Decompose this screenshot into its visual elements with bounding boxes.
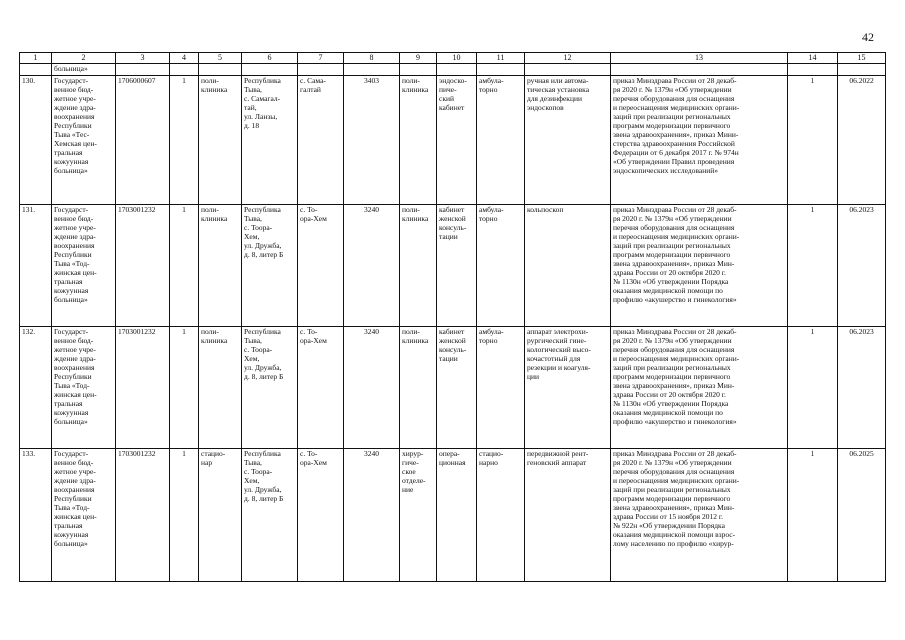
equipment-count: 1 bbox=[788, 76, 838, 205]
column-header-7: 7 bbox=[298, 53, 344, 64]
room: кабинет женской консуль- тации bbox=[437, 205, 477, 327]
table-row bbox=[20, 76, 886, 205]
table-row bbox=[20, 327, 886, 449]
continuation-cell-org: больница» bbox=[52, 64, 116, 76]
equipment-name: передвижной рент- геновский аппарат bbox=[525, 449, 611, 582]
equipment-count: 1 bbox=[788, 449, 838, 582]
facility-type: стацио- нар bbox=[199, 449, 242, 582]
column-header-12: 12 bbox=[525, 53, 611, 64]
delivery-date: 06.2022 bbox=[838, 76, 886, 205]
department: поли- клиника bbox=[400, 327, 437, 449]
organization-name: Государст- венное бюд- жетное учре- ждение здра- воохранения Республики Тыва «Тес- Хемская цен- тральная кожуунная больница» bbox=[52, 76, 116, 205]
column-header-10: 10 bbox=[437, 53, 477, 64]
column-header-15: 15 bbox=[838, 53, 886, 64]
equipment-count: 1 bbox=[788, 327, 838, 449]
column-header-11: 11 bbox=[477, 53, 525, 64]
address: Республика Тыва, с. Тоора- Хем, ул. Дружба, д. 8, литер Б bbox=[242, 205, 298, 327]
table-row bbox=[20, 449, 886, 582]
equipment-name: аппарат электрохи- рургический гине- кологический высо- кочастотный для резекции и коагуля- ции bbox=[525, 327, 611, 449]
delivery-date: 06.2025 bbox=[838, 449, 886, 582]
continuation-cell-num bbox=[20, 64, 52, 76]
delivery-date: 06.2023 bbox=[838, 205, 886, 327]
facility-type: поли- клиника bbox=[199, 205, 242, 327]
column-header-9: 9 bbox=[400, 53, 437, 64]
header-row bbox=[20, 53, 886, 64]
column-header-13: 13 bbox=[611, 53, 788, 64]
registry-code: 1703001232 bbox=[116, 205, 170, 327]
column-header-6: 6 bbox=[242, 53, 298, 64]
room: опера- ционная bbox=[437, 449, 477, 582]
equipment-name: ручная или автома- тическая установка для дезинфекции эндоскопов bbox=[525, 76, 611, 205]
equipment-count: 1 bbox=[788, 205, 838, 327]
column-header-1: 1 bbox=[20, 53, 52, 64]
legal-basis: приказ Минздрава России от 28 декаб- ря 2020 г. № 1379н «Об утверждении перечня оборудования для оснащения и переоснащения медицинских органи- заций при реализации региональных программ модернизации первичного звена здравоохранения», приказ Мин- здрава России от 20 октября 2020 г. № 1130н «Об утверждении Порядка оказания медицинской помощи по профилю «акушерство и гинекология» bbox=[611, 205, 788, 327]
address: Республика Тыва, с. Тоора- Хем, ул. Дружба, д. 8, литер Б bbox=[242, 327, 298, 449]
equipment-table bbox=[19, 52, 886, 582]
column-header-5: 5 bbox=[199, 53, 242, 64]
organization-name: Государст- венное бюд- жетное учре- ждение здра- воохранения Республики Тыва «Тод- жинская цен- тральная кожуунная больница» bbox=[52, 205, 116, 327]
address: Республика Тыва, с. Тоора- Хем, ул. Дружба, д. 8, литер Б bbox=[242, 449, 298, 582]
okato-code: 3240 bbox=[344, 327, 400, 449]
row-number: 131. bbox=[20, 205, 52, 327]
care-form: амбула- торно bbox=[477, 327, 525, 449]
care-form: стацио- нарно bbox=[477, 449, 525, 582]
quantity: 1 bbox=[170, 76, 199, 205]
registry-code: 1706000607 bbox=[116, 76, 170, 205]
department: хирур- гиче- ское отделе- ние bbox=[400, 449, 437, 582]
care-form: амбула- торно bbox=[477, 76, 525, 205]
room: эндоско- пиче- ский кабинет bbox=[437, 76, 477, 205]
department: поли- клиника bbox=[400, 205, 437, 327]
locality: с. То- ора-Хем bbox=[298, 327, 344, 449]
locality: с. То- ора-Хем bbox=[298, 205, 344, 327]
table-row bbox=[20, 205, 886, 327]
table-body bbox=[20, 53, 886, 582]
organization-name: Государст- венное бюд- жетное учре- ждение здра- воохранения Республики Тыва «Тод- жинская цен- тральная кожуунная больница» bbox=[52, 449, 116, 582]
quantity: 1 bbox=[170, 327, 199, 449]
row-number: 133. bbox=[20, 449, 52, 582]
page-number: 42 bbox=[862, 30, 874, 44]
legal-basis: приказ Минздрава России от 28 декаб- ря 2020 г. № 1379н «Об утверждении перечня оборудования для оснащения и переоснащения медицинских органи- заций при реализации региональных программ модернизации первичного звена здравоохранения», приказ Мин- здрава России от 15 ноября 2012 г. № 922н «Об утверждении Порядка оказания медицинской помощи взрос- лому населению по профилю «хирур- bbox=[611, 449, 788, 582]
okato-code: 3240 bbox=[344, 449, 400, 582]
row-number: 132. bbox=[20, 327, 52, 449]
registry-code: 1703001232 bbox=[116, 327, 170, 449]
registry-code: 1703001232 bbox=[116, 449, 170, 582]
room: кабинет женской консуль- тации bbox=[437, 327, 477, 449]
locality: с. Сама- галтай bbox=[298, 76, 344, 205]
legal-basis: приказ Минздрава России от 28 декаб- ря 2020 г. № 1379н «Об утверждении перечня оборудования для оснащения и переоснащения медицинских органи- заций при реализации региональных программ модернизации первичного звена здравоохранения», приказ Мини- стерства здравоохранения Российской Федерации от 6 декабря 2017 г. № 974н «Об утверждении Правил проведения эндоскопических исследований» bbox=[611, 76, 788, 205]
column-header-14: 14 bbox=[788, 53, 838, 64]
address: Республика Тыва, с. Самагал- тай, ул. Ланзы, д. 18 bbox=[242, 76, 298, 205]
equipment-name: кольпоскоп bbox=[525, 205, 611, 327]
column-header-3: 3 bbox=[116, 53, 170, 64]
okato-code: 3240 bbox=[344, 205, 400, 327]
continuation-row bbox=[20, 64, 886, 76]
delivery-date: 06.2023 bbox=[838, 327, 886, 449]
quantity: 1 bbox=[170, 449, 199, 582]
column-header-2: 2 bbox=[52, 53, 116, 64]
quantity: 1 bbox=[170, 205, 199, 327]
locality: с. То- ора-Хем bbox=[298, 449, 344, 582]
column-header-8: 8 bbox=[344, 53, 400, 64]
department: поли- клиника bbox=[400, 76, 437, 205]
facility-type: поли- клиника bbox=[199, 327, 242, 449]
organization-name: Государст- венное бюд- жетное учре- ждение здра- воохранения Республики Тыва «Тод- жинская цен- тральная кожуунная больница» bbox=[52, 327, 116, 449]
care-form: амбула- торно bbox=[477, 205, 525, 327]
okato-code: 3403 bbox=[344, 76, 400, 205]
legal-basis: приказ Минздрава России от 28 декаб- ря 2020 г. № 1379н «Об утверждении перечня оборудования для оснащения и переоснащения медицинских органи- заций при реализации региональных программ модернизации первичного звена здравоохранения», приказ Мин- здрава России от 20 октября 2020 г. № 1130н «Об утверждении Порядка оказания медицинской помощи по профилю «акушерство и гинекология» bbox=[611, 327, 788, 449]
facility-type: поли- клиника bbox=[199, 76, 242, 205]
column-header-4: 4 bbox=[170, 53, 199, 64]
row-number: 130. bbox=[20, 76, 52, 205]
